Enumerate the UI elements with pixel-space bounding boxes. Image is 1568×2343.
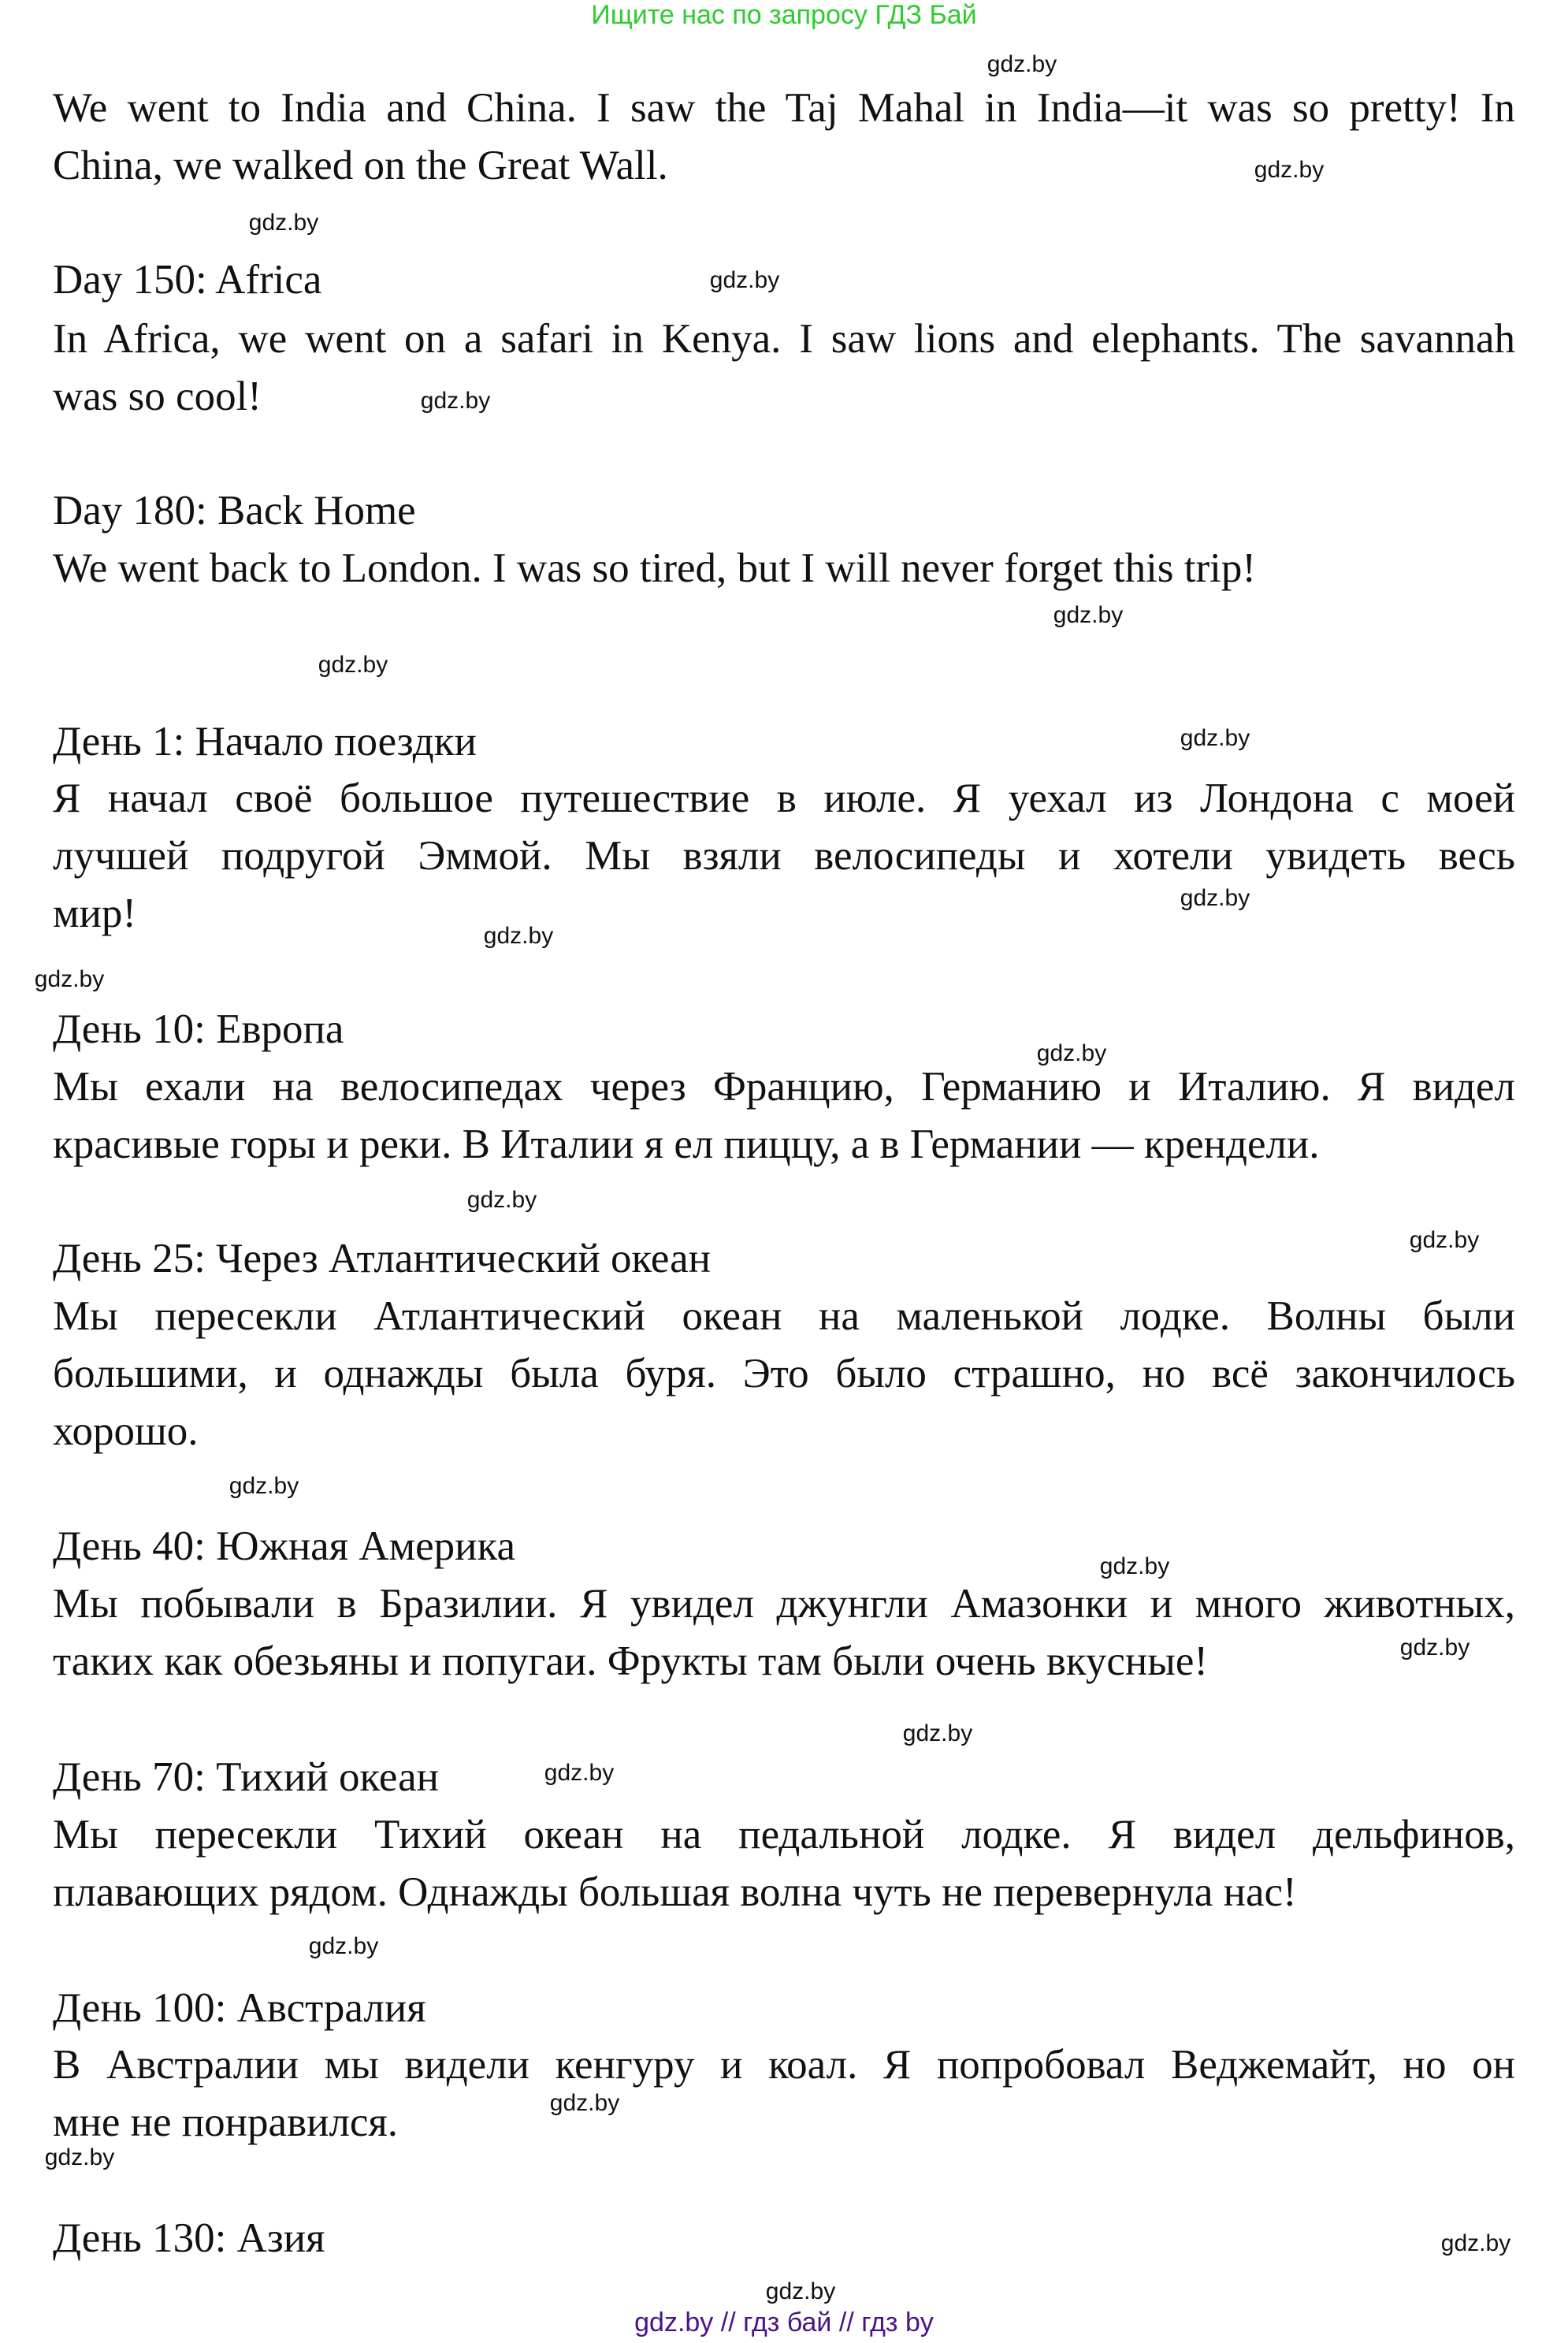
watermark: gdz.by (229, 1473, 299, 1499)
watermark: gdz.by (34, 966, 105, 992)
watermark: gdz.by (902, 1720, 973, 1746)
watermark: gdz.by (544, 1760, 615, 1786)
text-line: Day 180: Back Home (53, 488, 416, 534)
paragraph (53, 2036, 1515, 2151)
watermark: gdz.by (1099, 1553, 1170, 1579)
paragraph (53, 1058, 1515, 1173)
section-heading (53, 2210, 1515, 2267)
text-line: плавающих рядом. Однажды большая волна чуть не перевернула нас! (53, 1869, 1297, 1915)
text-line: Мы пересекли Атлантический океан на маленькой лодке. Волны были (53, 1293, 1515, 1339)
watermark: gdz.by (987, 51, 1057, 77)
watermark: gdz.by (318, 652, 388, 678)
text-line: большими, и однажды была буря. Это было страшно, но всё закончилось (53, 1351, 1515, 1397)
section-heading (53, 713, 1515, 771)
text-line: День 25: Через Атлантический океан (53, 1236, 711, 1281)
text-line: was so cool! (53, 374, 262, 419)
text-line: Day 150: Africa (53, 257, 322, 303)
paragraph (53, 540, 1515, 597)
section-heading (53, 1980, 1515, 2037)
paragraph (53, 770, 1515, 943)
text-line: We went back to London. I was so tired, but I will never forget this trip! (53, 545, 1256, 591)
watermark: gdz.by (1254, 157, 1325, 183)
section-heading (53, 482, 1515, 540)
text-line: Я начал своё большое путешествие в июле. Я уехал из Лондона с моей (53, 775, 1515, 821)
watermark: gdz.by (1440, 2230, 1511, 2256)
text-line: Мы пересекли Тихий океан на педальной лодке. Я видел дельфинов, (53, 1812, 1515, 1858)
paragraph (53, 1575, 1515, 1690)
watermark: gdz.by (1180, 725, 1250, 751)
watermark: gdz.by (1053, 602, 1124, 628)
watermark: gdz.by (709, 267, 780, 293)
text-line: хорошо. (53, 1408, 199, 1454)
watermark: gdz.by (44, 2144, 115, 2170)
watermark: gdz.by (466, 1187, 537, 1213)
text-line: В Австралии мы видели кенгуру и коал. Я попробовал Веджемайт, но он (53, 2042, 1515, 2088)
watermark: gdz.by (1399, 1635, 1470, 1661)
text-line: In Africa, we went on a safari in Kenya. I saw lions and elephants. The savannah (53, 316, 1515, 362)
text-line: таких как обезьяны и попугаи. Фрукты там были очень вкусные! (53, 1638, 1209, 1684)
text-line: Мы побывали в Бразилии. Я увидел джунгли Амазонки и много животных, (53, 1581, 1515, 1627)
watermark: gdz.by (1180, 885, 1250, 911)
text-line: красивые горы и реки. В Италии я ел пиццу, а в Германии — крендели. (53, 1121, 1320, 1167)
text-line: We went to India and China. I saw the Taj Mahal in India—it was so pretty! In (53, 85, 1515, 131)
text-line: День 40: Южная Америка (53, 1523, 516, 1569)
text-line: День 130: Азия (53, 2215, 325, 2261)
watermark: gdz.by (765, 2278, 836, 2304)
watermark: gdz.by (420, 388, 491, 414)
text-line: China, we walked on the Great Wall. (53, 143, 668, 188)
watermark: gdz.by (1036, 1040, 1107, 1066)
section-heading (53, 251, 1515, 309)
text-line: мне не понравился. (53, 2099, 399, 2145)
watermark: gdz.by (1409, 1227, 1480, 1253)
footer-links[interactable]: gdz.by // гдз бай // гдз by (634, 2308, 934, 2337)
text-line: мир! (53, 891, 137, 936)
paragraph (53, 1806, 1515, 1921)
section-heading (53, 1518, 1515, 1575)
text-line: Мы ехали на велосипедах через Францию, Германию и Италию. Я видел (53, 1064, 1515, 1110)
watermark: gdz.by (549, 2090, 620, 2116)
text-line: День 100: Австралия (53, 1985, 426, 2031)
text-line: День 1: Начало поездки (53, 719, 477, 764)
paragraph (53, 311, 1515, 426)
watermark: gdz.by (308, 1933, 379, 1959)
section-heading (53, 1001, 1515, 1058)
section-heading (53, 1749, 1515, 1806)
watermark: gdz.by (248, 210, 319, 236)
section-heading (53, 1230, 1515, 1288)
paragraph (53, 1288, 1515, 1460)
text-line: День 10: Европа (53, 1006, 344, 1052)
search-hint-header: Ищите нас по запросу ГДЗ Бай (591, 0, 977, 30)
text-line: День 70: Тихий океан (53, 1754, 439, 1800)
text-line: лучшей подругой Эммой. Мы взяли велосипеды и хотели увидеть весь (53, 833, 1515, 879)
watermark: gdz.by (483, 923, 554, 949)
